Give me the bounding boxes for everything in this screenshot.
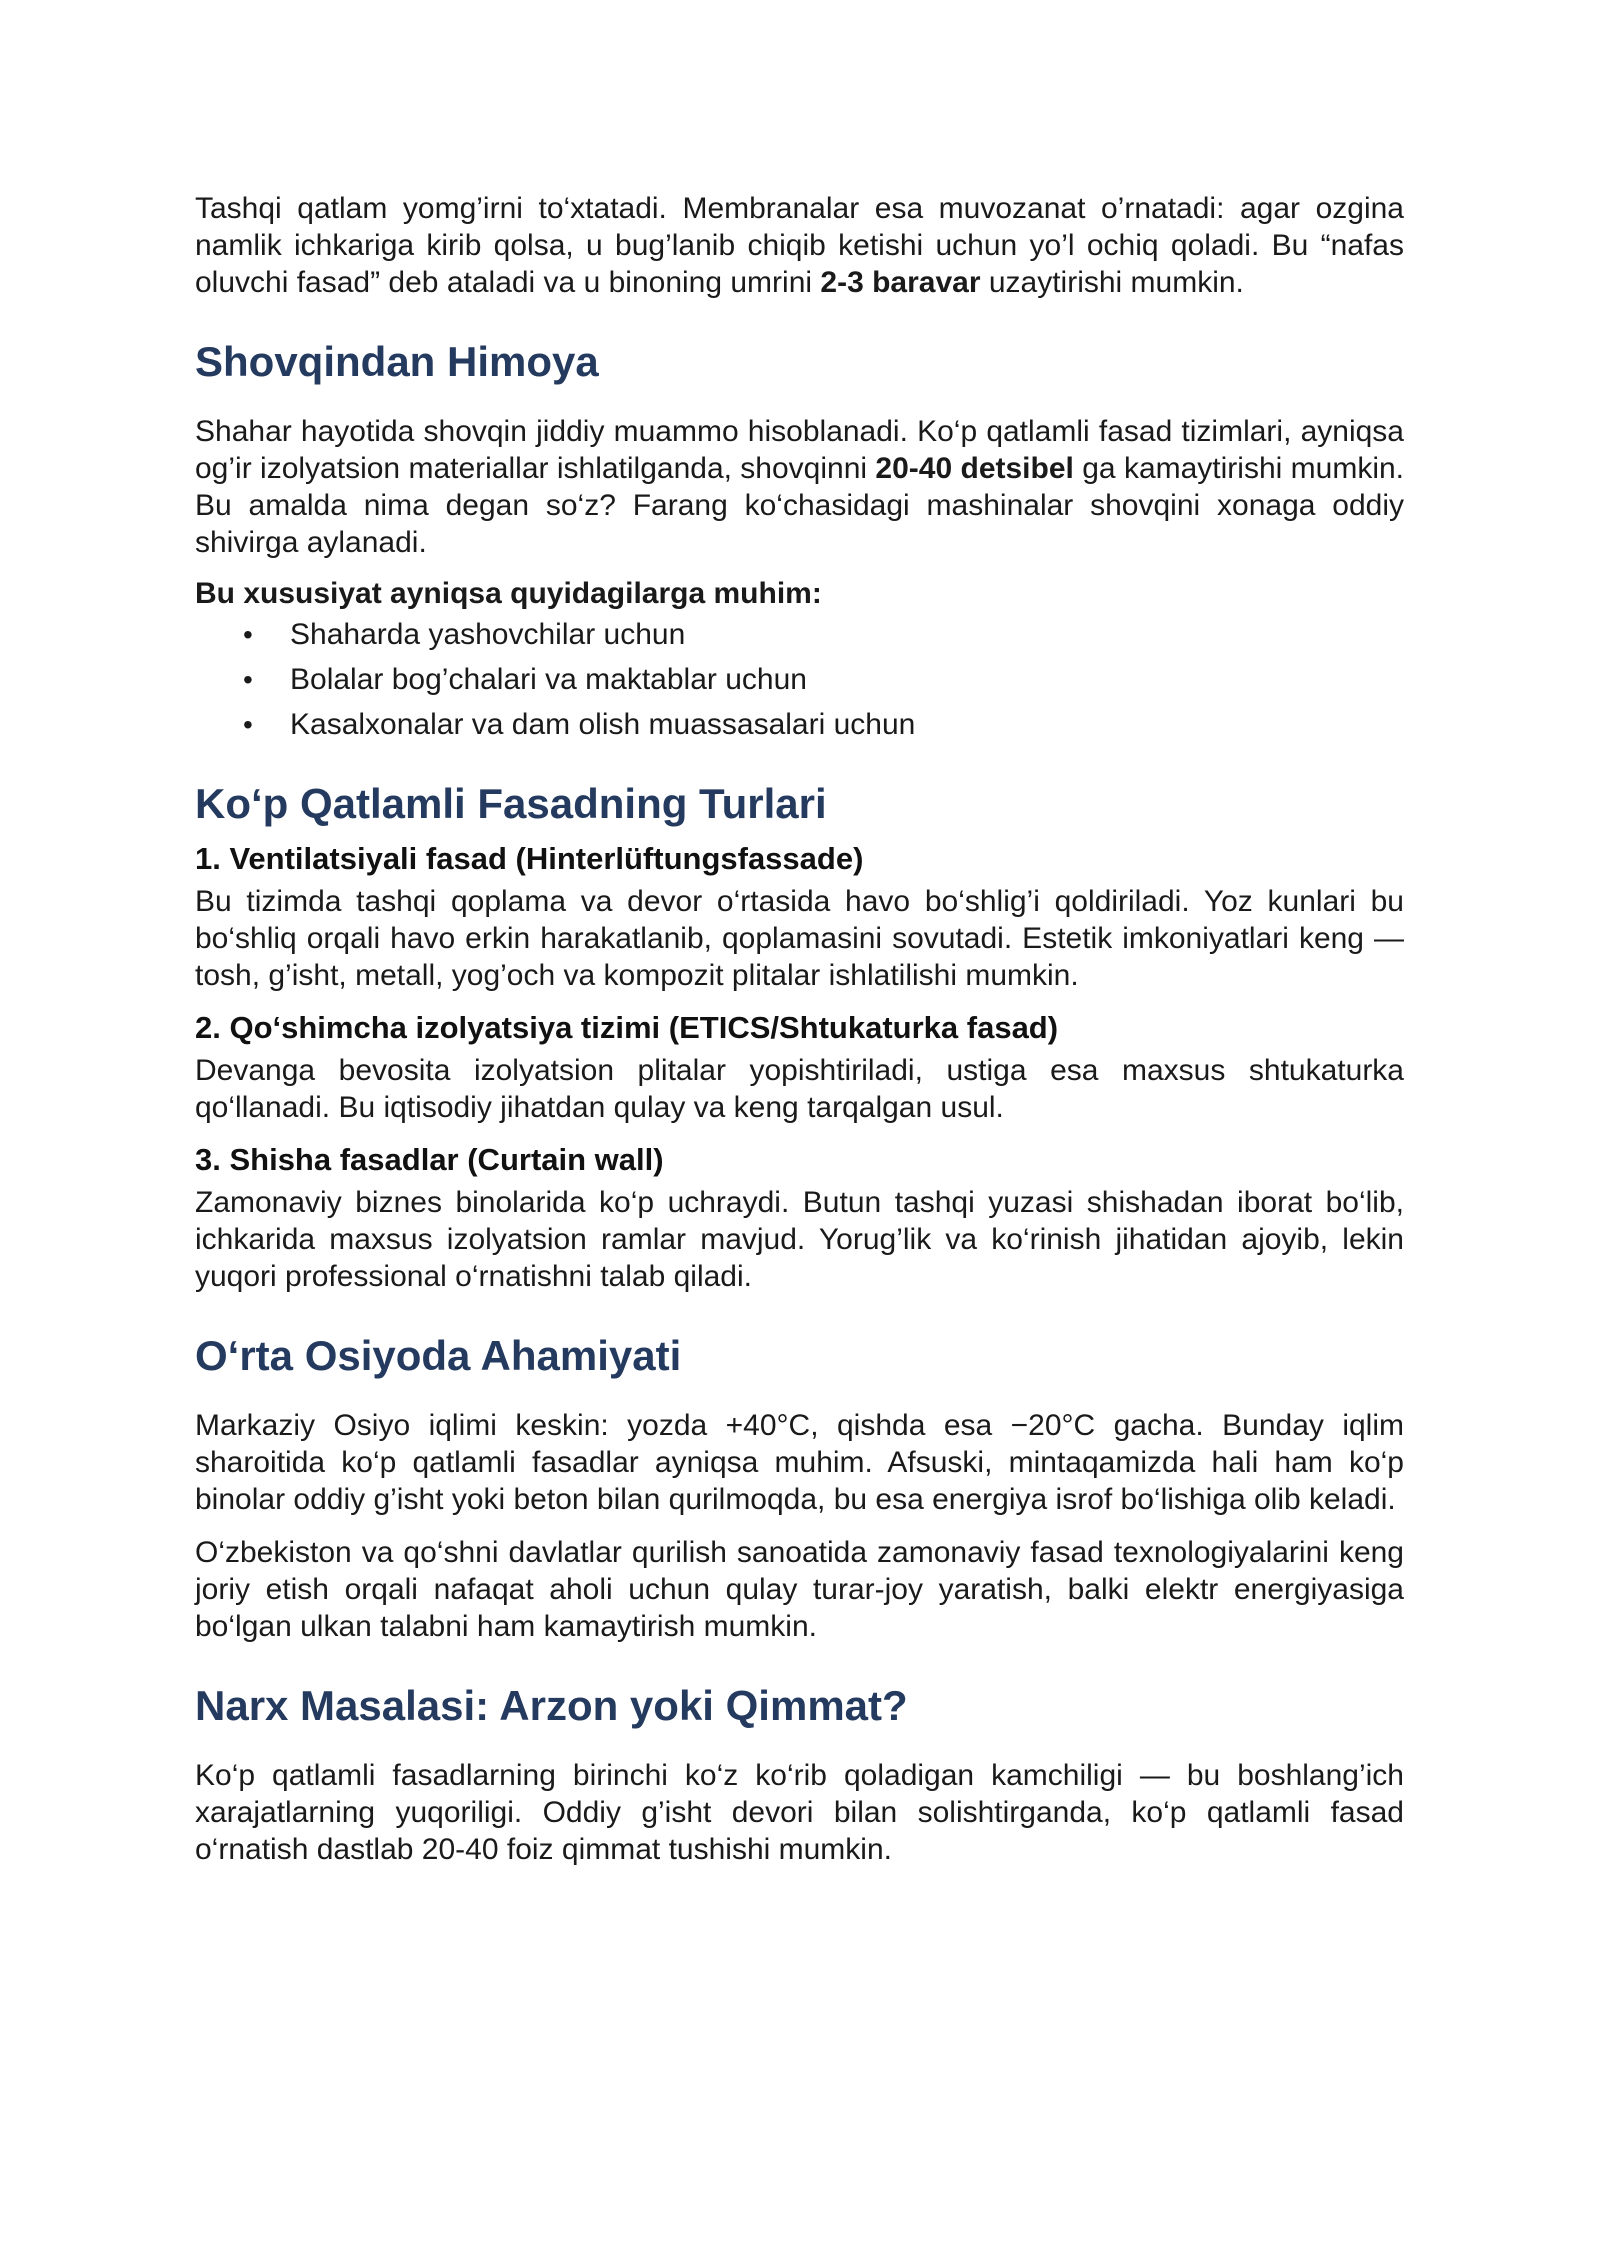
intro-text-before: Tashqi qatlam yomg’irni to‘xtatadi. Membranalar esa muvozanat o’rnatadi: agar ozgina namlik ichkariga kirib qolsa, u bug’lanib chiqib ketishi uchun yo’l ochiq qoladi. Bu “nafas oluvchi fasad” deb ataladi va u binoning umrini: [195, 192, 1404, 299]
intro-text-after: uzaytirishi mumkin.: [980, 266, 1244, 299]
intro-bold: 2-3 baravar: [820, 266, 981, 299]
intro-paragraph: [195, 190, 1404, 301]
list-item: • Shaharda yashovchilar uchun: [290, 612, 1404, 657]
price-heading: Narx Masalasi: Arzon yoki Qimmat?: [195, 1682, 908, 1729]
noise-list-lead: Bu xususiyat ayniqsa quyidagilarga muhim:: [195, 577, 822, 610]
noise-list: [195, 612, 1404, 747]
type-3-title: 3. Shisha fasadlar (Curtain wall): [195, 1142, 664, 1177]
central-asia-paragraph-2: O‘zbekiston va qo‘shni davlatlar qurilish sanoatida zamonaviy fasad texnologiyalarini keng joriy etish orqali nafaqat aholi uchun qulay turar-joy yaratish, balki elektr energiyasiga bo‘lgan ulkan talabni ham kamaytirish mumkin.: [195, 1536, 1404, 1643]
noise-bold: 20-40 detsibel: [875, 452, 1074, 485]
type-3-text: Zamonaviy biznes binolarida ko‘p uchraydi. Butun tashqi yuzasi shishadan iborat bo‘lib, ichkarida maxsus izolyatsion ramlar mavjud. Yorug’lik va ko‘rinish jihatidan ajoyib, lekin yuqori professional o‘rnatishni talab qiladi.: [195, 1186, 1404, 1293]
central-asia-paragraph-1: Markaziy Osiyo iqlimi keskin: yozda +40°C, qishda esa −20°C gacha. Bunday iqlim sharoitida ko‘p qatlamli fasadlar ayniqsa muhim. Afsuski, mintaqamizda hali ham ko‘p binolar oddiy g’isht yoki beton bilan qurilmoqda, bu esa energiya isrof bo‘lishiga olib keladi.: [195, 1409, 1404, 1516]
noise-text-after: ga kamaytirishi mumkin. Bu amalda nima degan so‘z? Farang ko‘chasidagi mashinalar shovqini xonaga oddiy shivirga aylanadi.: [195, 452, 1404, 559]
noise-text-before: Shahar hayotida shovqin jiddiy muammo hisoblanadi. Ko‘p qatlamli fasad tizimlari, ayniqsa og’ir izolyatsion materiallar ishlatilganda, shovqinni: [195, 415, 1404, 485]
type-2-text: Devanga bevosita izolyatsion plitalar yopishtiriladi, ustiga esa maxsus shtukaturka qo‘llanadi. Bu iqtisodiy jihatdan qulay va keng tarqalgan usul.: [195, 1054, 1404, 1124]
central-asia-heading: O‘rta Osiyoda Ahamiyati: [195, 1332, 682, 1379]
list-item: • Kasalxonalar va dam olish muassasalari uchun: [290, 702, 1404, 747]
price-paragraph: Ko‘p qatlamli fasadlarning birinchi ko‘z ko‘rib qoladigan kamchiligi — bu boshlang’ich xarajatlarning yuqoriligi. Oddiy g’isht devori bilan solishtirganda, ko‘p qatlamli fasad o‘rnatish dastlab 20-40 foiz qimmat tushishi mumkin.: [195, 1759, 1404, 1866]
list-item: • Bolalar bog’chalari va maktablar uchun: [290, 657, 1404, 702]
noise-heading: Shovqindan Himoya: [195, 338, 599, 385]
type-1-text: Bu tizimda tashqi qoplama va devor o‘rtasida havo bo‘shlig’i qoldiriladi. Yoz kunlari bu bo‘shliq orqali havo erkin harakatlanib, qoplamasini sovutadi. Estetik imkoniyatlari keng — tosh, g’isht, metall, yog’och va kompozit plitalar ishlatilishi mumkin.: [195, 885, 1404, 992]
type-1-title: 1. Ventilatsiyali fasad (Hinterlüftungsfassade): [195, 841, 864, 876]
noise-paragraph: [195, 413, 1404, 561]
types-heading: Ko‘p Qatlamli Fasadning Turlari: [195, 780, 827, 827]
type-2-title: 2. Qo‘shimcha izolyatsiya tizimi (ETICS/Shtukaturka fasad): [195, 1010, 1059, 1045]
